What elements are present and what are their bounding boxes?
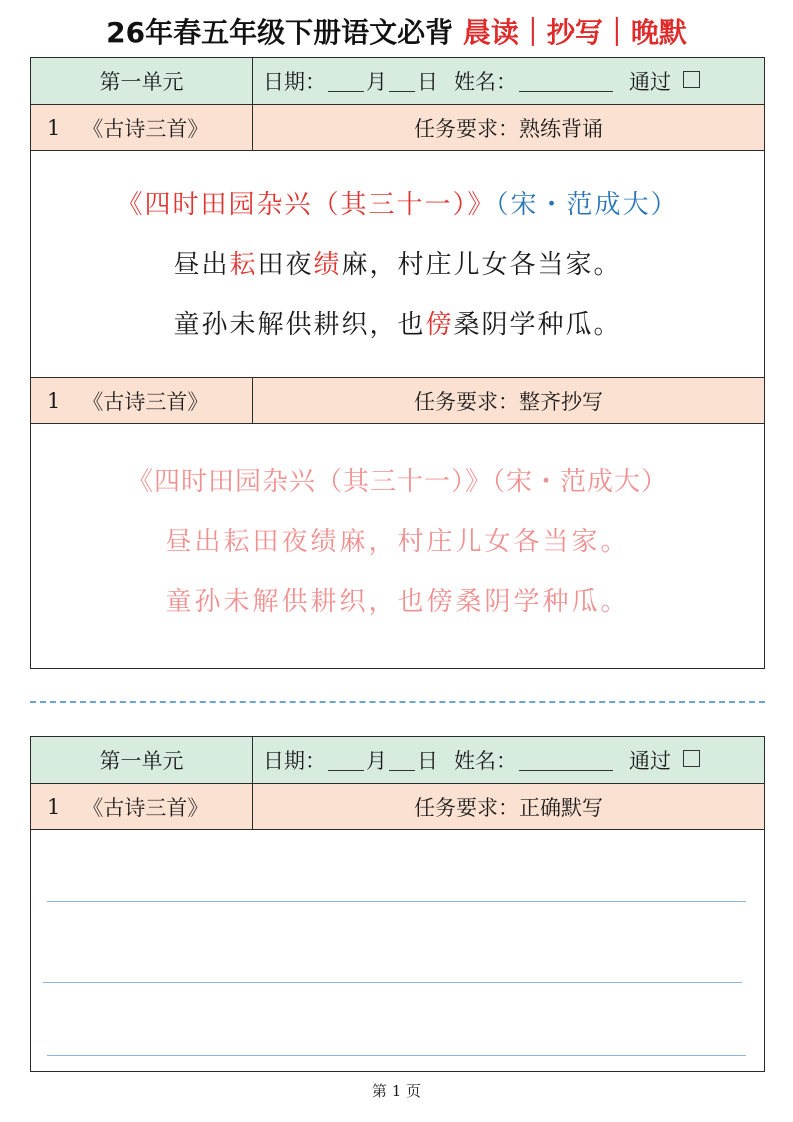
page-prefix: 第 bbox=[371, 1082, 387, 1100]
trace-title-line bbox=[31, 452, 764, 512]
trace-line-2 bbox=[31, 572, 764, 632]
name-field[interactable] bbox=[519, 750, 613, 771]
worksheet-card-bottom bbox=[30, 736, 765, 1072]
poem-title: 《四时田园杂兴（其三十一）》 bbox=[116, 190, 496, 220]
writing-line bbox=[47, 901, 746, 902]
cut-line bbox=[30, 701, 765, 703]
pass-label: 通过 bbox=[629, 749, 671, 773]
day-field[interactable] bbox=[389, 750, 415, 771]
worksheet-card-top bbox=[30, 57, 765, 669]
month-label: 月 bbox=[366, 749, 387, 773]
title-main: 26年春五年级下册语文必背 bbox=[106, 16, 454, 49]
poem-line-1 bbox=[31, 235, 764, 295]
page-number bbox=[0, 1080, 793, 1101]
lesson-title: 《古诗三首》 bbox=[82, 116, 209, 141]
unit-label: 第一单元 bbox=[99, 70, 184, 94]
task-cell bbox=[253, 378, 764, 423]
name-label: 姓名： bbox=[454, 70, 517, 94]
poem-text: 桑阴学种瓜。 bbox=[453, 310, 622, 340]
lesson-cell bbox=[31, 784, 253, 829]
poem-text: 昼出 bbox=[173, 250, 230, 280]
writing-area[interactable] bbox=[31, 830, 764, 1070]
poem-text: 田夜 bbox=[257, 250, 314, 280]
info-cell bbox=[253, 737, 764, 783]
title-tags: 晨读｜抄写｜晚默 bbox=[462, 16, 687, 49]
header-row bbox=[31, 737, 764, 784]
task-row-recite bbox=[31, 105, 764, 151]
header-row bbox=[31, 58, 764, 105]
lesson-cell bbox=[31, 105, 253, 150]
key-char: 耘 bbox=[229, 250, 258, 280]
task-requirement: 任务要求：熟练背诵 bbox=[414, 116, 603, 141]
unit-cell bbox=[31, 737, 253, 783]
name-field[interactable] bbox=[519, 71, 613, 92]
lesson-title: 《古诗三首》 bbox=[82, 389, 209, 414]
trace-text: 童孙未解供耕织，也傍桑阴学种瓜。 bbox=[165, 587, 630, 617]
poem-recite bbox=[31, 151, 764, 378]
lesson-number: 1 bbox=[47, 115, 61, 140]
info-cell bbox=[253, 58, 764, 104]
task-row-copy bbox=[31, 378, 764, 424]
date-label: 日期： bbox=[263, 749, 326, 773]
pass-checkbox[interactable] bbox=[683, 750, 700, 767]
day-label: 日 bbox=[417, 749, 438, 773]
trace-line-1 bbox=[31, 512, 764, 572]
poem-trace[interactable] bbox=[31, 424, 764, 632]
name-label: 姓名： bbox=[454, 749, 517, 773]
poem-text: 麻，村庄儿女各当家。 bbox=[341, 250, 622, 280]
month-field[interactable] bbox=[328, 750, 364, 771]
trace-title: 《四时田园杂兴（其三十一）》（宋・范成大） bbox=[126, 467, 668, 497]
page-value: 1 bbox=[391, 1082, 402, 1100]
day-label: 日 bbox=[417, 70, 438, 94]
day-field[interactable] bbox=[389, 71, 415, 92]
key-char: 绩 bbox=[313, 250, 342, 280]
page-suffix: 页 bbox=[406, 1082, 422, 1100]
task-cell bbox=[253, 105, 764, 150]
unit-cell bbox=[31, 58, 253, 104]
writing-line bbox=[47, 1055, 746, 1056]
lesson-number: 1 bbox=[47, 794, 61, 819]
task-requirement: 任务要求：正确默写 bbox=[414, 795, 603, 820]
task-row-dictation bbox=[31, 784, 764, 830]
pass-checkbox[interactable] bbox=[683, 71, 700, 88]
date-label: 日期： bbox=[263, 70, 326, 94]
trace-text: 昼出耘田夜绩麻，村庄儿女各当家。 bbox=[165, 527, 630, 557]
pass-label: 通过 bbox=[629, 70, 671, 94]
task-cell bbox=[253, 784, 764, 829]
page-title bbox=[0, 10, 793, 56]
lesson-number: 1 bbox=[47, 388, 61, 413]
unit-label: 第一单元 bbox=[99, 749, 184, 773]
writing-line bbox=[43, 982, 742, 983]
poem-title-line bbox=[31, 175, 764, 235]
lesson-title: 《古诗三首》 bbox=[82, 795, 209, 820]
month-label: 月 bbox=[366, 70, 387, 94]
lesson-cell bbox=[31, 378, 253, 423]
poem-line-2 bbox=[31, 295, 764, 355]
poem-author: （宋・范成大） bbox=[495, 190, 679, 220]
key-char: 傍 bbox=[425, 310, 454, 340]
task-requirement: 任务要求：整齐抄写 bbox=[414, 389, 603, 414]
month-field[interactable] bbox=[328, 71, 364, 92]
poem-text: 童孙未解供耕织，也 bbox=[173, 310, 426, 340]
